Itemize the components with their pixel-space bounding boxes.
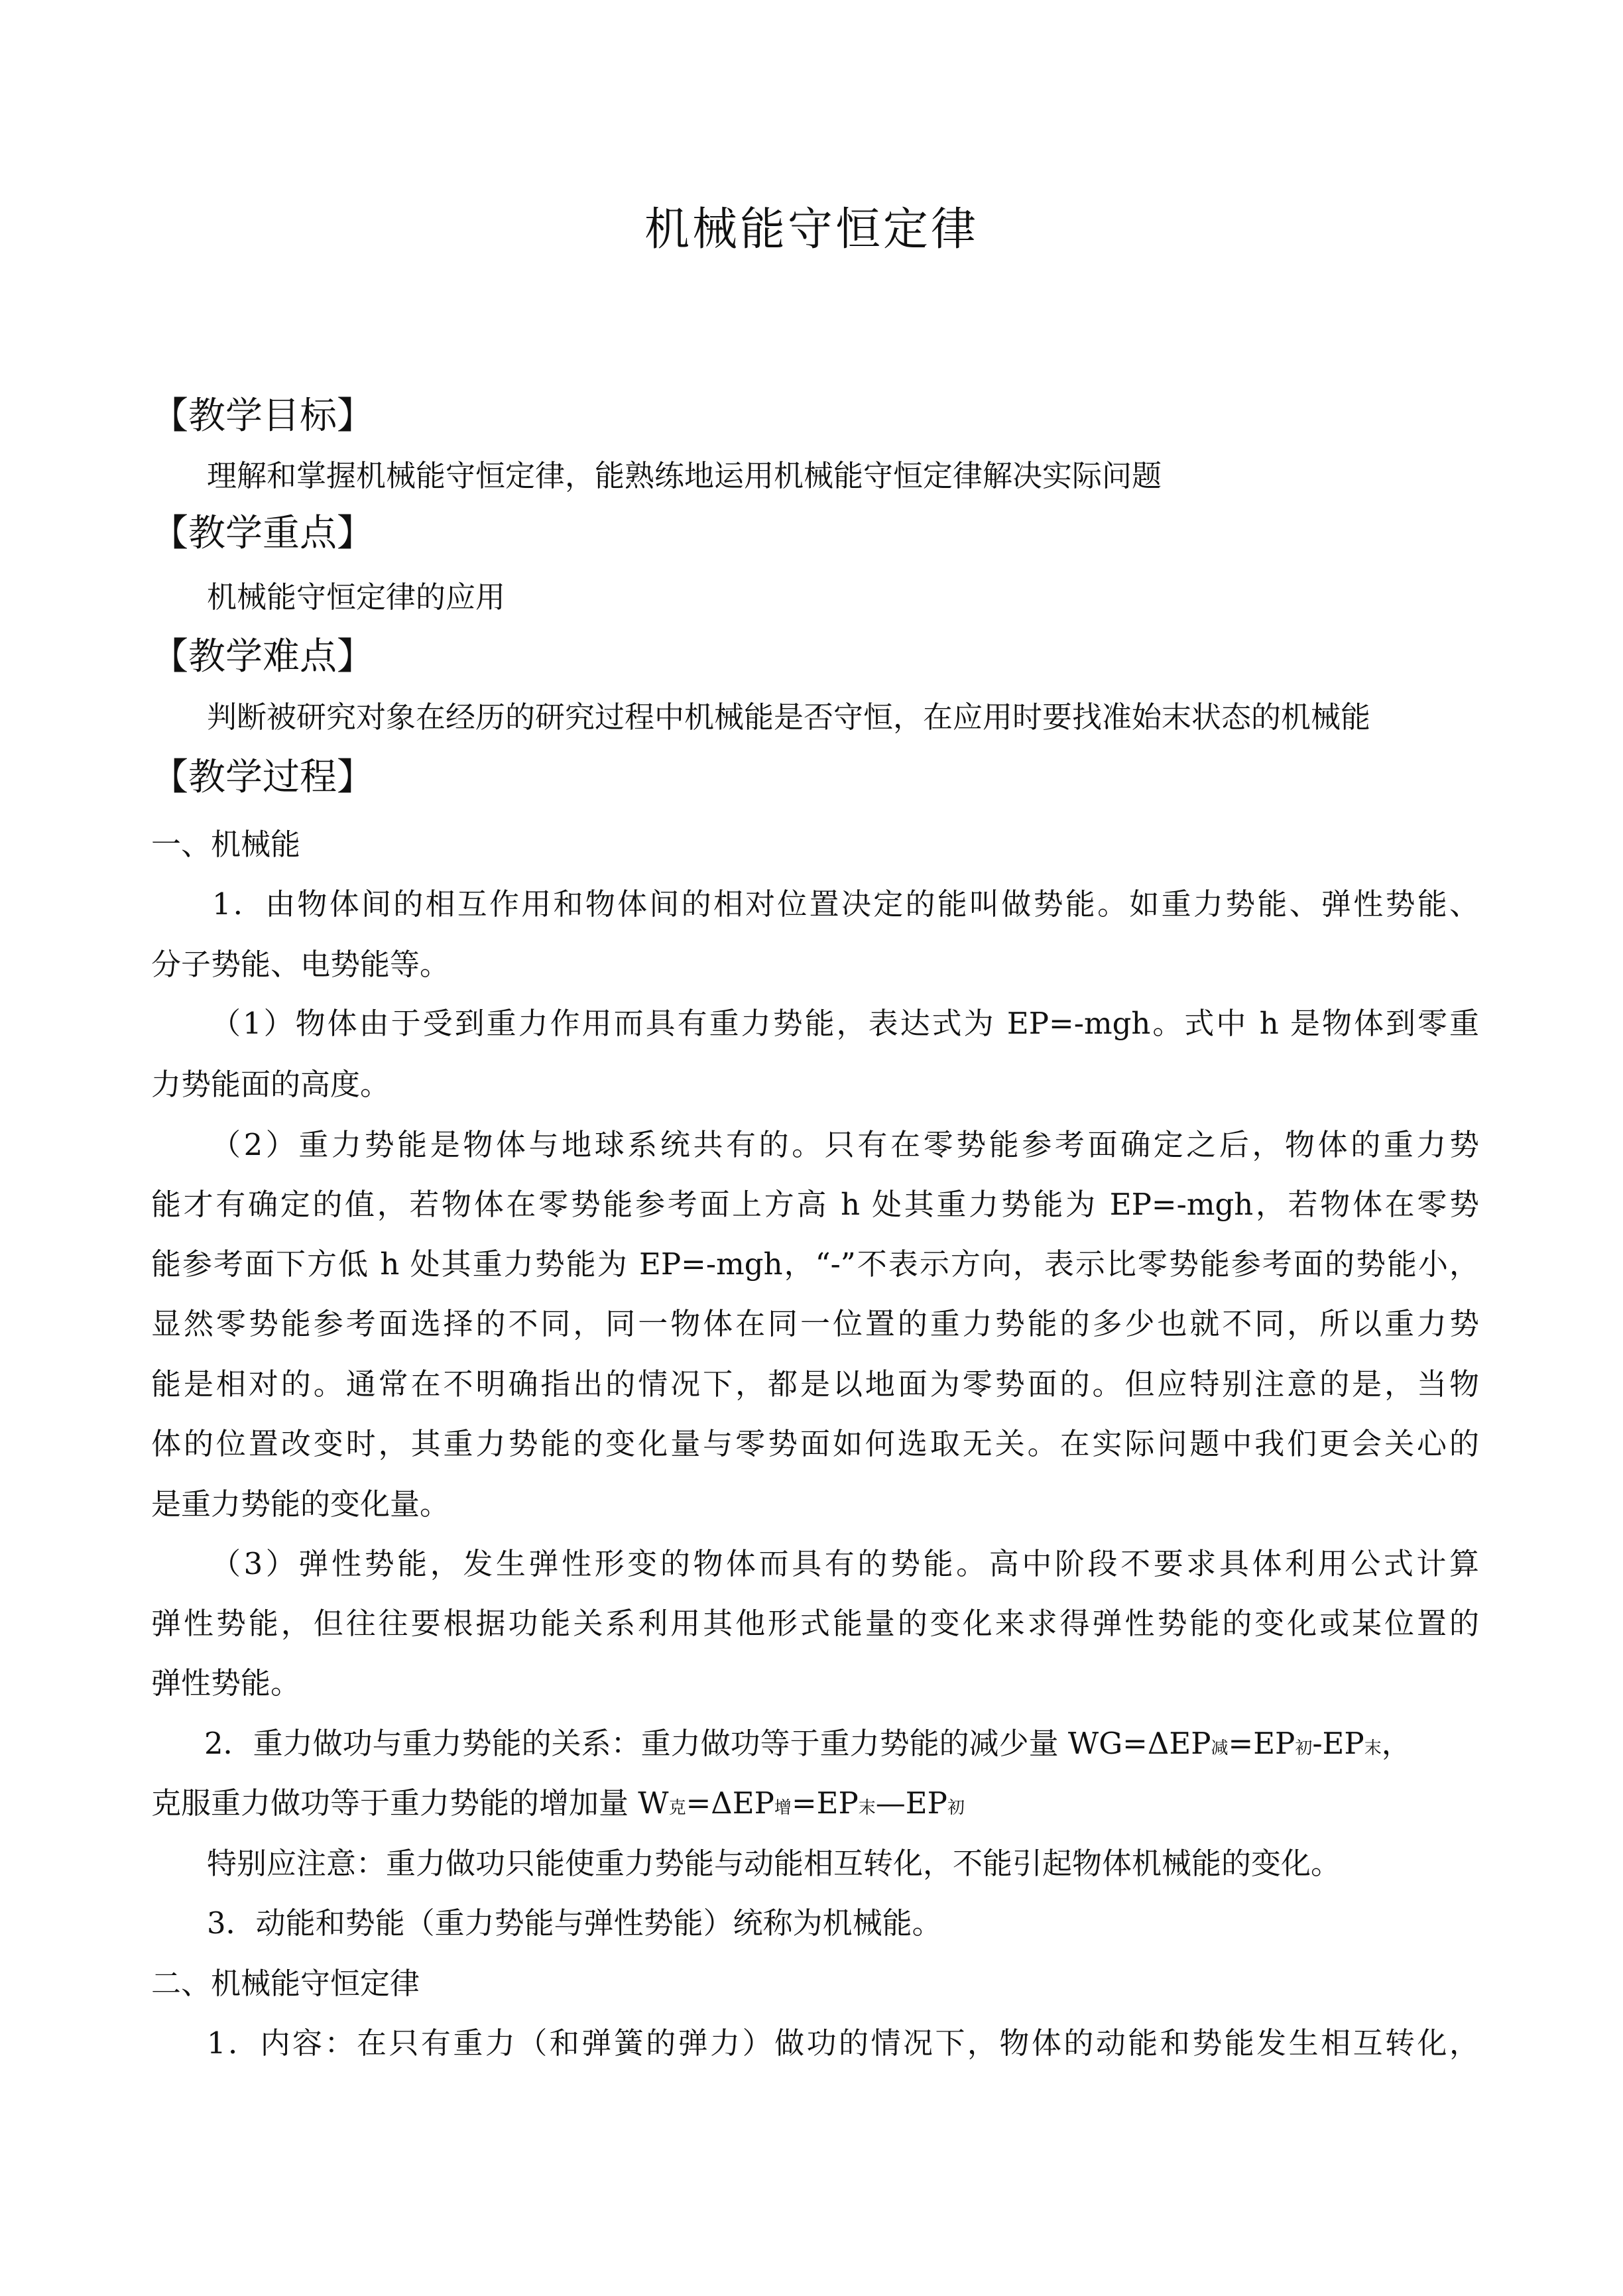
- section-heading-focus: 【教学重点】: [151, 512, 374, 555]
- formula-subscript: 初: [1295, 1738, 1313, 1758]
- formula-line-gravity-work: [204, 1719, 1412, 1762]
- section-heading-process: 【教学过程】: [151, 756, 374, 799]
- paragraph-line: 1．由物体间的相互作用和物体间的相对位置决定的能叫做势能。如重力势能、弹性势能、: [212, 886, 1479, 922]
- formula-subscript: 减: [1211, 1738, 1229, 1758]
- formula-text: -EP: [1312, 1726, 1364, 1761]
- formula-subscript: 初: [947, 1798, 965, 1818]
- paragraph-line: 特别应注意：重力做功只能使重力势能与动能相互转化，不能引起物体机械能的变化。: [207, 1846, 1341, 1881]
- formula-subscript: 末: [1364, 1738, 1382, 1758]
- paragraph-line: （1）物体由于受到重力作用而具有重力势能，表达式为 EP=-mgh。式中 h 是物体到零重: [211, 1006, 1479, 1041]
- paragraph-line: 能是相对的。通常在不明确指出的情况下，都是以地面为零势面的。但应特别注意的是，当物: [151, 1366, 1479, 1402]
- formula-line-overcome-gravity: [151, 1779, 965, 1822]
- paragraph-line: 能参考面下方低 h 处其重力势能为 EP=-mgh，“-”不表示方向，表示比零势能参考面的势能小，: [151, 1246, 1479, 1282]
- paragraph-line: 弹性势能。: [151, 1665, 301, 1701]
- paragraph-line: 力势能面的高度。: [151, 1067, 391, 1102]
- formula-text: 克服重力做功等于重力势能的增加量 W: [151, 1785, 669, 1821]
- paragraph-line: 能才有确定的值，若物体在零势能参考面上方高 h 处其重力势能为 EP=-mgh，若物体在零势: [151, 1187, 1479, 1222]
- paragraph-line: 弹性势能，但往往要根据功能关系利用其他形式能量的变化来求得弹性势能的变化或某位置的: [151, 1606, 1479, 1641]
- paragraph-line: 分子势能、电势能等。: [151, 947, 450, 982]
- difficulty-text: 判断被研究对象在经历的研究过程中机械能是否守恒，在应用时要找准始末状态的机械能: [207, 699, 1371, 735]
- formula-text: —EP: [875, 1785, 947, 1821]
- formula-text: ，: [1381, 1726, 1412, 1761]
- formula-text: =EP: [1228, 1726, 1295, 1761]
- paragraph-line: 1．内容：在只有重力（和弹簧的弹力）做功的情况下，物体的动能和势能发生相互转化，: [207, 2025, 1479, 2061]
- formula-text: =ΔEP: [686, 1785, 774, 1821]
- page-title: 机械能守恒定律: [644, 204, 979, 256]
- formula-text: 2．重力做功与重力势能的关系：重力做功等于重力势能的减少量 WG=ΔEP: [204, 1726, 1211, 1761]
- formula-subscript: 末: [858, 1798, 876, 1818]
- paragraph-line: 是重力势能的变化量。: [151, 1486, 450, 1522]
- section-heading-goal: 【教学目标】: [151, 394, 374, 438]
- paragraph-line: 3．动能和势能（重力势能与弹性势能）统称为机械能。: [207, 1905, 942, 1941]
- paragraph-line: （2）重力势能是物体与地球系统共有的。只有在零势能参考面确定之后，物体的重力势: [211, 1127, 1479, 1162]
- paragraph-line: 显然零势能参考面选择的不同，同一物体在同一位置的重力势能的多少也就不同，所以重力势: [151, 1306, 1479, 1341]
- goal-text: 理解和掌握机械能守恒定律，能熟练地运用机械能守恒定律解决实际问题: [207, 458, 1162, 493]
- part1-heading: 一、机械能: [151, 827, 301, 862]
- formula-subscript: 克: [668, 1798, 686, 1818]
- paragraph-line: 体的位置改变时，其重力势能的变化量与零势面如何选取无关。在实际问题中我们更会关心的: [151, 1426, 1479, 1461]
- formula-subscript: 增: [774, 1798, 792, 1818]
- paragraph-line: （3）弹性势能，发生弹性形变的物体而具有的势能。高中阶段不要求具体利用公式计算: [211, 1546, 1479, 1581]
- part2-heading: 二、机械能守恒定律: [151, 1966, 420, 2001]
- formula-text: =EP: [791, 1785, 859, 1821]
- section-heading-difficulty: 【教学难点】: [151, 635, 374, 678]
- focus-text: 机械能守恒定律的应用: [207, 579, 506, 615]
